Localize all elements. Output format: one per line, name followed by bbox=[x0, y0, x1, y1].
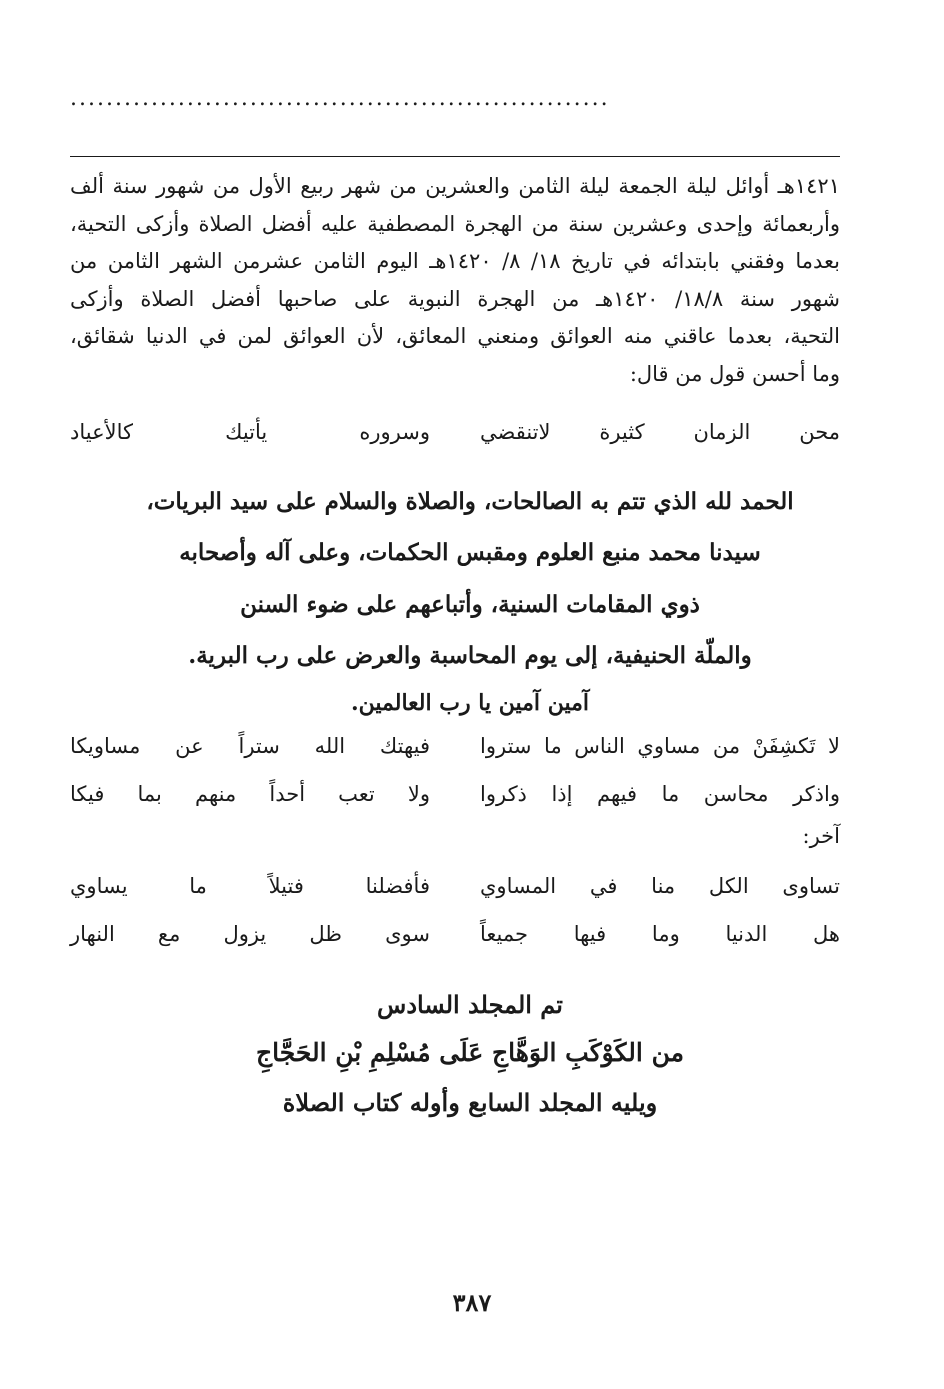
verse-second-hemistich: فأفضلنا فتيلاً ما يساوي bbox=[70, 874, 430, 898]
colophon-book-title: من الكَوْكَبِ الوَهَّاجِ عَلَى مُسْلِمِ بْنِ الحَجَّاجِ bbox=[255, 1038, 684, 1067]
doxology-line: آمين آمين يا رب العالمين. bbox=[351, 690, 589, 716]
paragraph-line: وأربعمائة وإحدى وعشرين سنة من الهجرة المصطفية عليه أفضل الصلاة وأزكى التحية، bbox=[70, 211, 840, 236]
colophon-paragraph bbox=[70, 168, 840, 393]
verse-line bbox=[70, 922, 840, 946]
paragraph-line: وما أحسن قول من قال: bbox=[629, 361, 840, 386]
paragraph-line: التحية، بعدما عاقني منه العوائق ومنعني المعائق، لأن العوائق لمن في الدنيا شقائق، bbox=[70, 324, 840, 348]
doxology-line: ذوي المقامات السنية، وأتباعهم على ضوء السنن bbox=[240, 591, 700, 618]
verse-first-hemistich: تساوى الكل منا في المساوي bbox=[480, 874, 840, 898]
verse-line bbox=[70, 874, 840, 898]
verse-second-hemistich: فيهتك الله ستراً عن مساويكا bbox=[70, 734, 430, 758]
verse-line bbox=[70, 734, 840, 758]
verse-line bbox=[70, 782, 840, 806]
paragraph-line: بعدما وفقني بابتدائه في تاريخ ١٨/ ٨/ ١٤٢٠هـ اليوم الثامن عشرمن الشهر الثامن من bbox=[70, 249, 840, 273]
horizontal-rule bbox=[70, 156, 840, 157]
paragraph-line: شهور سنة ١٨/٨/ ١٤٢٠هـ من الهجرة النبوية على صاحبها أفضل الصلاة وأزكى bbox=[70, 286, 840, 311]
verse-first-hemistich: محن الزمان كثيرة لاتنقضي bbox=[480, 420, 840, 444]
verse-first-hemistich: هل الدنيا وما فيها جميعاً bbox=[480, 922, 840, 946]
doxology-line: سيدنا محمد منبع العلوم ومقبس الحكمات، وعلى آله وأصحابه bbox=[179, 539, 761, 566]
doxology-line: الحمد لله الذي تتم به الصالحات، والصلاة والسلام على سيد البريات، bbox=[146, 488, 794, 515]
verse-second-hemistich: سوى ظل يزول مع النهار bbox=[70, 922, 430, 946]
paragraph-line: ١٤٢١هـ أوائل ليلة الجمعة ليلة الثامن والعشرين من شهر ربيع الأول من شهور سنة ألف bbox=[70, 174, 840, 198]
verse-second-hemistich: ولا تعب أحداً منهم بما فيكا bbox=[70, 782, 430, 806]
verse-second-hemistich: وسروره يأتيك كالأعياد bbox=[70, 420, 430, 444]
doxology-line: والملّة الحنيفية، إلى يوم المحاسبة والعرض على رب البرية. bbox=[188, 642, 752, 669]
other-poet-label: آخر: bbox=[802, 824, 840, 848]
verse-line bbox=[70, 420, 840, 444]
verse-first-hemistich: واذكر محاسن ما فيهم إذا ذكروا bbox=[480, 782, 840, 806]
dotted-separator: ............................................................ bbox=[70, 86, 610, 111]
page-number: ٣٨٧ bbox=[452, 1288, 492, 1317]
colophon-volume-end: تم المجلد السادس bbox=[377, 990, 563, 1019]
colophon-next-volume: ويليه المجلد السابع وأوله كتاب الصلاة bbox=[282, 1088, 658, 1117]
verse-first-hemistich: لا تَكشِفَنْ من مساوي الناس ما ستروا bbox=[480, 734, 840, 758]
